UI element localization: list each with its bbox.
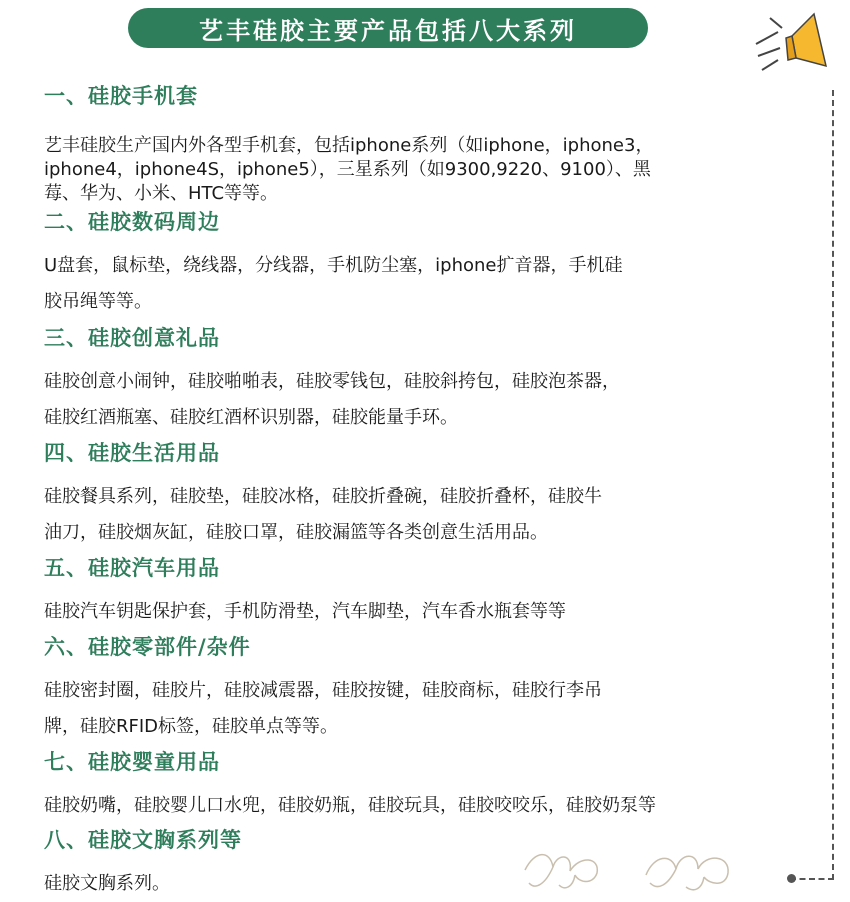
section-heading: 四、硅胶生活用品 [44,441,220,465]
section-line: 莓、华为、小米、HTC等等。 [44,183,279,204]
section-line: 硅胶红酒瓶塞、硅胶红酒杯识别器，硅胶能量手环。 [44,407,458,428]
section-creative-gifts [44,322,764,436]
section-car-goods [44,552,764,630]
section-heading: 七、硅胶婴童用品 [44,750,220,774]
section-line: 硅胶餐具系列，硅胶垫，硅胶冰格，硅胶折叠碗，硅胶折叠杯，硅胶牛 [44,486,602,507]
section-heading: 三、硅胶创意礼品 [44,326,220,350]
flower-doodle-icon [640,845,740,895]
right-dashed-line [832,90,834,880]
section-digital-accessories [44,206,764,320]
section-heading: 二、硅胶数码周边 [44,210,220,234]
bottom-dashed-line [790,878,834,880]
section-line: U盘套，鼠标垫，绕线器，分线器，手机防尘塞，iphone扩音器，手机硅 [44,255,623,276]
section-heading: 八、硅胶文胸系列等 [44,828,242,852]
section-heading: 五、硅胶汽车用品 [44,556,220,580]
section-line: 胶吊绳等等。 [44,291,152,312]
section-line: 硅胶密封圈，硅胶片，硅胶减震器，硅胶按键，硅胶商标，硅胶行李吊 [44,680,602,701]
section-baby-goods [44,746,764,824]
page-title: 艺丰硅胶主要产品包括八大系列 [199,16,577,45]
section-daily-goods [44,437,764,551]
flower-doodle-icon [515,845,615,895]
section-line: 硅胶文胸系列。 [44,873,170,894]
section-line: 油刀，硅胶烟灰缸，硅胶口罩，硅胶漏篮等各类创意生活用品。 [44,522,548,543]
line-end-dot [787,874,796,883]
megaphone-icon [748,8,828,88]
section-heading: 一、硅胶手机套 [44,84,198,108]
section-line: 硅胶汽车钥匙保护套，手机防滑垫，汽车脚垫，汽车香水瓶套等等 [44,601,566,622]
section-parts [44,631,764,745]
section-line: 艺丰硅胶生产国内外各型手机套，包括iphone系列（如iphone，iphone3， [44,135,654,156]
section-line: 硅胶奶嘴，硅胶婴儿口水兜，硅胶奶瓶，硅胶玩具，硅胶咬咬乐，硅胶奶泵等 [44,795,656,816]
section-line: 硅胶创意小闹钟，硅胶啪啪表，硅胶零钱包，硅胶斜挎包，硅胶泡茶器， [44,371,620,392]
section-line: iphone4，iphone4S，iphone5），三星系列（如9300,9220、9100）、黑 [44,159,651,180]
title-banner [128,8,648,48]
section-line: 牌，硅胶RFID标签，硅胶单点等等。 [44,716,339,737]
section-phone-cases [44,80,764,206]
section-heading: 六、硅胶零部件/杂件 [44,635,251,659]
